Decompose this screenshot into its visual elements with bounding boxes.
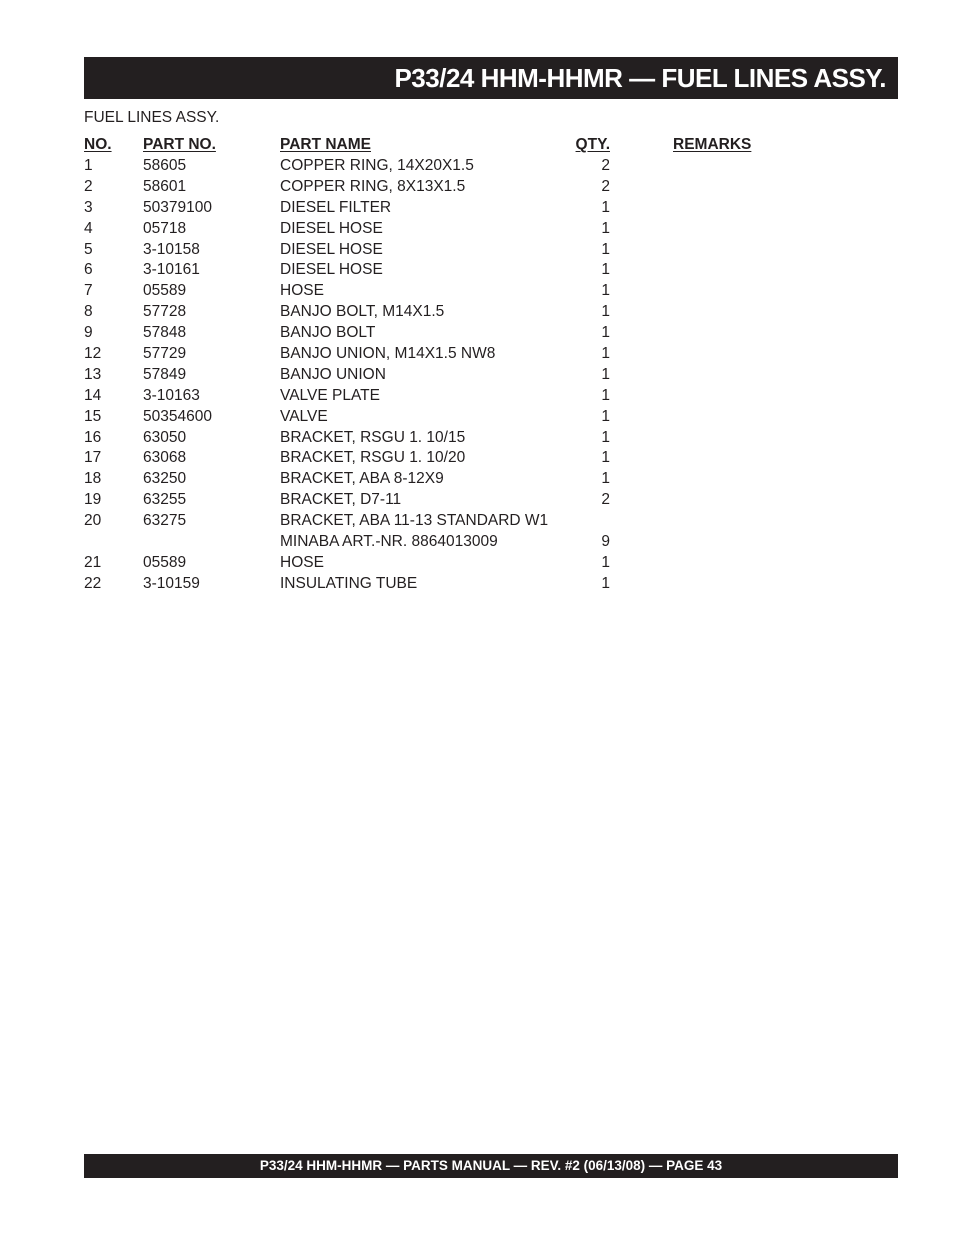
cell-qty: 1 — [601, 261, 610, 279]
table-row — [84, 574, 784, 595]
table-row — [84, 281, 784, 302]
cell-no: 8 — [84, 303, 93, 321]
cell-no: 7 — [84, 282, 93, 300]
table-body — [84, 156, 784, 595]
table-row — [84, 198, 784, 219]
cell-part-no: 05718 — [143, 219, 187, 237]
cell-part-name: DIESEL FILTER — [280, 198, 392, 216]
footer-text: P33/24 HHM-HHMR — PARTS MANUAL — REV. #2 (06/13/08) — PAGE 43 — [259, 1158, 723, 1173]
cell-part-name: BRACKET, ABA 11-13 STANDARD W1 — [280, 512, 549, 530]
cell-qty: 1 — [601, 324, 610, 342]
cell-qty: 1 — [601, 553, 610, 571]
cell-no: 3 — [84, 198, 93, 216]
cell-no: 16 — [84, 428, 102, 446]
cell-no: 5 — [84, 240, 93, 258]
cell-no: 15 — [84, 407, 102, 425]
cell-qty: 1 — [601, 365, 610, 383]
cell-part-name: BANJO BOLT — [280, 324, 376, 342]
cell-qty: 2 — [601, 177, 610, 195]
cell-no: 18 — [84, 470, 102, 488]
footer-bar — [84, 1154, 898, 1178]
cell-no: 2 — [84, 177, 93, 195]
cell-part-no: 05589 — [143, 553, 187, 571]
cell-no: 4 — [84, 219, 93, 237]
cell-no: 20 — [84, 512, 102, 530]
cell-part-no: 63050 — [143, 428, 187, 446]
cell-qty: 2 — [601, 157, 610, 174]
cell-no: 13 — [84, 365, 102, 383]
table-row — [84, 469, 784, 490]
cell-part-name: VALVE — [280, 407, 328, 425]
cell-qty: 1 — [601, 282, 610, 300]
cell-part-name: MINABA ART.-NR. 8864013009 — [280, 533, 498, 551]
table-row — [84, 240, 784, 261]
cell-part-no: 3-10158 — [143, 240, 200, 258]
cell-part-name: DIESEL HOSE — [280, 219, 383, 237]
cell-part-name: VALVE PLATE — [280, 386, 380, 404]
cell-no: 14 — [84, 386, 102, 404]
cell-part-name: DIESEL HOSE — [280, 261, 383, 279]
cell-part-no: 58605 — [143, 157, 187, 174]
cell-part-name: BRACKET, D7-11 — [280, 491, 402, 509]
cell-no: 17 — [84, 449, 102, 467]
cell-qty: 2 — [601, 491, 610, 509]
cell-part-name: COPPER RING, 8X13X1.5 — [280, 177, 466, 195]
cell-qty: 1 — [601, 345, 610, 363]
cell-no: 9 — [84, 324, 93, 342]
cell-qty: 1 — [601, 428, 610, 446]
cell-no: 22 — [84, 574, 102, 592]
table-row — [84, 553, 784, 574]
table-row — [84, 428, 784, 449]
column-header-qty: QTY. — [575, 136, 610, 153]
cell-part-no: 05589 — [143, 282, 187, 300]
table-row — [84, 532, 784, 553]
table-row — [84, 260, 784, 281]
cell-part-name: HOSE — [280, 553, 324, 571]
table-row — [84, 302, 784, 323]
table-row — [84, 177, 784, 198]
table-row — [84, 407, 784, 428]
table-row — [84, 448, 784, 469]
cell-qty: 1 — [601, 198, 610, 216]
table-row — [84, 344, 784, 365]
column-header-part-name: PART NAME — [280, 136, 371, 153]
cell-part-no: 57849 — [143, 365, 187, 383]
table-row — [84, 386, 784, 407]
cell-part-name: BRACKET, RSGU 1. 10/15 — [280, 428, 466, 446]
column-header-remarks: REMARKS — [673, 136, 752, 153]
cell-qty: 1 — [601, 407, 610, 425]
cell-part-no: 3-10159 — [143, 574, 200, 592]
cell-part-no: 50354600 — [143, 407, 212, 425]
table-row — [84, 323, 784, 344]
parts-table — [84, 135, 784, 595]
cell-qty: 1 — [601, 240, 610, 258]
cell-part-no: 3-10161 — [143, 261, 200, 279]
cell-part-no: 57729 — [143, 345, 187, 363]
table-row — [84, 156, 784, 177]
cell-qty: 1 — [601, 219, 610, 237]
cell-qty: 1 — [601, 470, 610, 488]
cell-part-name: BANJO UNION, M14X1.5 NW8 — [280, 345, 496, 363]
cell-part-name: HOSE — [280, 282, 324, 300]
cell-part-name: BANJO UNION — [280, 365, 386, 383]
table-row — [84, 490, 784, 511]
cell-part-name: DIESEL HOSE — [280, 240, 383, 258]
column-header-part-no: PART NO. — [143, 136, 216, 153]
cell-part-no: 58601 — [143, 177, 187, 195]
section-label: FUEL LINES ASSY. — [84, 109, 220, 126]
cell-qty: 1 — [601, 449, 610, 467]
cell-qty: 1 — [601, 303, 610, 321]
cell-part-no: 63275 — [143, 512, 187, 530]
page-title: P33/24 HHM-HHMR — FUEL LINES ASSY. — [394, 63, 886, 93]
cell-part-no: 3-10163 — [143, 386, 200, 404]
table-header-row — [84, 135, 784, 156]
cell-no: 19 — [84, 491, 102, 509]
column-header-no: NO. — [84, 136, 112, 153]
cell-part-name: BRACKET, ABA 8-12X9 — [280, 470, 444, 488]
cell-part-name: BANJO BOLT, M14X1.5 — [280, 303, 445, 321]
cell-no: 1 — [84, 157, 93, 174]
cell-qty: 1 — [601, 386, 610, 404]
cell-qty: 9 — [601, 533, 610, 551]
table-row — [84, 511, 784, 532]
cell-part-no: 50379100 — [143, 198, 212, 216]
table-row — [84, 365, 784, 386]
cell-part-no: 63255 — [143, 491, 187, 509]
cell-no: 21 — [84, 553, 102, 571]
cell-part-no: 63250 — [143, 470, 187, 488]
table-row — [84, 219, 784, 240]
cell-part-no: 57728 — [143, 303, 187, 321]
cell-no: 12 — [84, 345, 102, 363]
cell-part-no: 63068 — [143, 449, 187, 467]
cell-part-no: 57848 — [143, 324, 187, 342]
cell-no: 6 — [84, 261, 93, 279]
cell-part-name: COPPER RING, 14X20X1.5 — [280, 157, 474, 174]
cell-part-name: INSULATING TUBE — [280, 574, 418, 592]
cell-qty: 1 — [601, 574, 610, 592]
page-title-bar — [84, 57, 898, 99]
cell-part-name: BRACKET, RSGU 1. 10/20 — [280, 449, 466, 467]
